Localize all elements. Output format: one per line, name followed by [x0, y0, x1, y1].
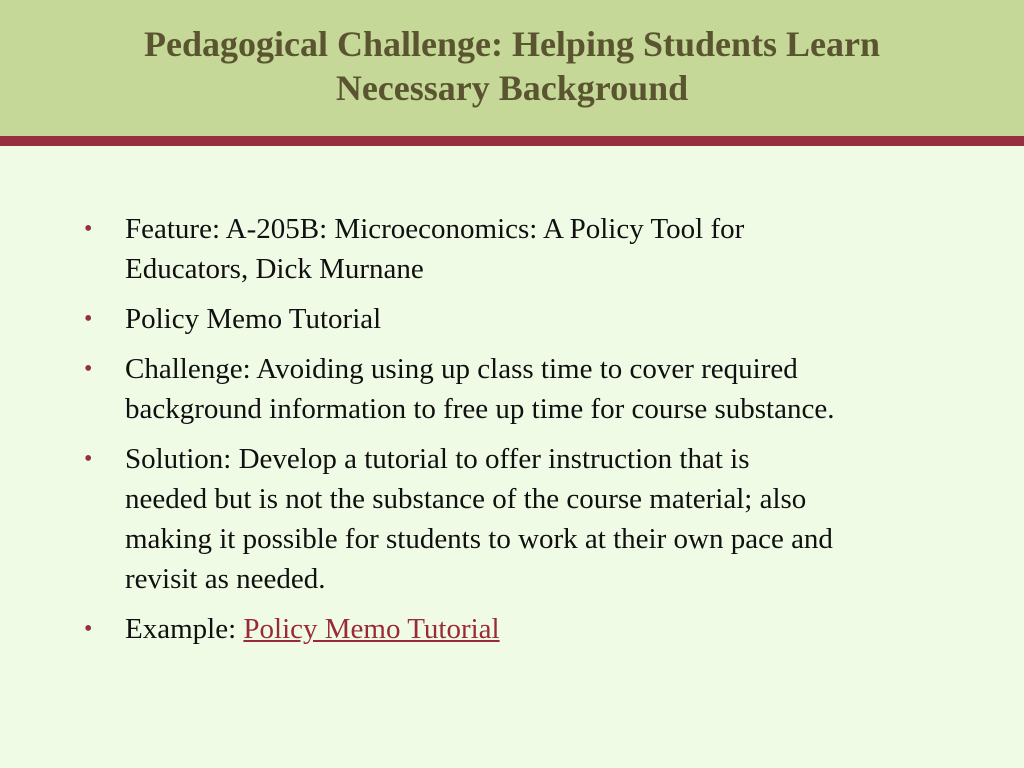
- bullet-icon: •: [84, 446, 93, 472]
- bullet-solution-line-2: needed but is not the substance of the course material; also: [125, 483, 807, 515]
- header-divider: [0, 136, 1024, 146]
- slide-title-line-2: Necessary Background: [335, 68, 689, 108]
- bullet-icon: •: [84, 616, 93, 642]
- slide-title-line-1: Pedagogical Challenge: Helping Students Learn: [143, 24, 881, 64]
- policy-memo-tutorial-link[interactable]: Policy Memo Tutorial: [243, 613, 500, 645]
- bullet-feature: [84, 209, 984, 289]
- slide-header: [0, 0, 1024, 136]
- bullet-icon: •: [84, 306, 93, 332]
- bullet-icon: •: [84, 356, 93, 382]
- bullet-challenge-line-2: background information to free up time for course substance.: [125, 393, 835, 425]
- bullet-policy-memo: [84, 299, 984, 339]
- bullet-icon: •: [84, 216, 93, 242]
- bullet-challenge: [84, 349, 984, 429]
- bullet-feature-line-2: Educators, Dick Murnane: [125, 253, 424, 285]
- bullet-example: [84, 609, 984, 649]
- slide-content: [84, 209, 984, 659]
- bullet-challenge-line-1: Challenge: Avoiding using up class time to cover required: [125, 353, 798, 385]
- bullet-solution-line-4: revisit as needed.: [125, 563, 326, 595]
- bullet-list: [84, 209, 984, 649]
- bullet-feature-line-1: Feature: A-205B: Microeconomics: A Policy Tool for: [125, 213, 745, 245]
- bullet-example-prefix: Example:: [125, 613, 237, 645]
- bullet-solution-line-1: Solution: Develop a tutorial to offer instruction that is: [125, 443, 750, 475]
- bullet-policy-memo-text: Policy Memo Tutorial: [125, 303, 382, 335]
- bullet-solution: [84, 439, 984, 599]
- slide-title: [144, 22, 880, 110]
- bullet-solution-line-3: making it possible for students to work at their own pace and: [125, 523, 833, 555]
